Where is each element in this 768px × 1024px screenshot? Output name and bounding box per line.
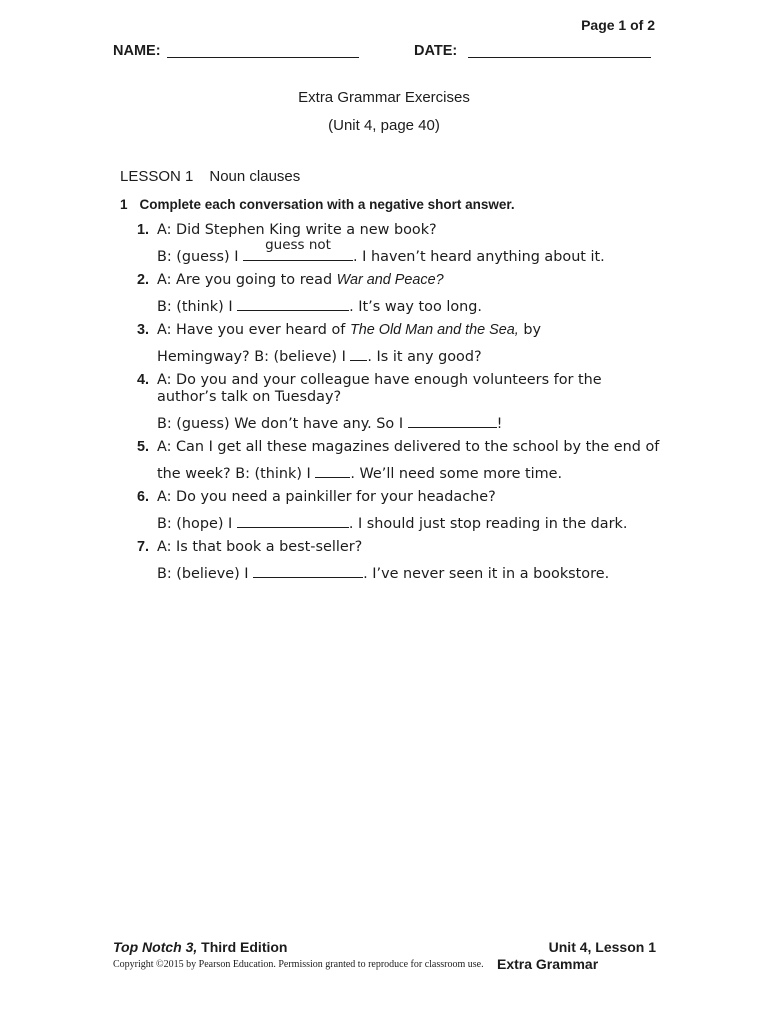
document-title: Extra Grammar Exercises [298, 89, 470, 106]
item-2-followup: . It’s way too long. [349, 299, 482, 315]
item-6-prompt: B: (hope) I [157, 516, 233, 532]
name-label: NAME: [113, 43, 161, 59]
item-number: 1. [137, 222, 150, 238]
item-number: 6. [137, 489, 150, 505]
item-7-prompt: B: (believe) I [157, 566, 249, 582]
item-number: 5. [137, 439, 150, 455]
item-3-question [157, 321, 541, 339]
item-4-prompt: B: (guess) We don’t have any. So I [157, 416, 404, 432]
item-4-answer-line [157, 413, 502, 433]
item-3-question-text: A: Have you ever heard of [157, 322, 350, 338]
item-7-blank[interactable] [253, 563, 363, 578]
item-1-prompt: B: (guess) I [157, 249, 239, 265]
exercise-number: 1 [120, 197, 128, 212]
date-label: DATE: [414, 43, 458, 59]
item-3-book-title: The Old Man and the Sea, [349, 322, 519, 338]
item-2-prompt: B: (think) I [157, 299, 233, 315]
item-3-prompt: Hemingway? B: (believe) I [157, 349, 346, 365]
item-7-answer-line [157, 563, 609, 583]
item-2-book-title: War and Peace? [336, 272, 444, 288]
item-number: 3. [137, 322, 150, 338]
item-4-question-line-1: A: Do you and your colleague have enough volunteers for the [157, 372, 602, 388]
item-2-question [157, 271, 444, 289]
lesson-label: LESSON 1 [120, 168, 194, 185]
item-1-blank[interactable] [243, 237, 353, 261]
item-1-question: A: Did Stephen King write a new book? [157, 222, 437, 238]
item-6-followup: . I should just stop reading in the dark. [348, 516, 628, 532]
item-7-followup: . I’ve never seen it in a bookstore. [363, 566, 610, 582]
footer-section: Extra Grammar [497, 956, 599, 972]
lesson-heading [120, 168, 300, 185]
item-3-followup: . Is it any good? [367, 349, 482, 365]
item-5-prompt: the week? B: (think) I [157, 466, 311, 482]
item-4-question-line-2: author’s talk on Tuesday? [157, 389, 342, 405]
item-5-blank[interactable] [315, 463, 350, 478]
document-subtitle: (Unit 4, page 40) [328, 117, 440, 134]
item-number: 2. [137, 272, 150, 288]
item-1-answer-line [157, 237, 605, 266]
item-2-answer-line [157, 296, 482, 316]
item-6-question: A: Do you need a painkiller for your headache? [157, 489, 496, 505]
name-field[interactable] [167, 45, 359, 58]
item-4-blank[interactable] [408, 413, 497, 428]
item-3-question-end: by [518, 322, 541, 338]
footer-book-title [113, 939, 287, 955]
item-7-question: A: Is that book a best-seller? [157, 539, 363, 555]
item-2-question-text: A: Are you going to read [157, 272, 337, 288]
exercise-instruction [120, 197, 515, 212]
item-2-blank[interactable] [237, 296, 349, 311]
item-6-answer-line [157, 513, 627, 533]
item-1-answer: guess not [265, 237, 331, 253]
item-1-followup: . I haven’t heard anything about it. [353, 249, 605, 265]
item-5-followup: . We’ll need some more time. [350, 466, 563, 482]
item-3-blank[interactable] [350, 346, 367, 361]
page-indicator: Page 1 of 2 [581, 17, 655, 33]
date-field[interactable] [468, 45, 651, 58]
item-number: 4. [137, 372, 150, 388]
item-5-question: A: Can I get all these magazines delivered to the school by the end of [157, 439, 660, 455]
lesson-topic: Noun clauses [209, 168, 301, 185]
book-title: Top Notch 3, [113, 939, 198, 955]
footer-copyright: Copyright ©2015 by Pearson Education. Permission granted to reproduce for classroom use. [113, 959, 484, 970]
item-6-blank[interactable] [237, 513, 349, 528]
instruction-text: Complete each conversation with a negative short answer. [139, 197, 515, 212]
item-3-answer-line [157, 346, 482, 366]
book-edition: Third Edition [197, 939, 288, 955]
item-4-followup: ! [496, 416, 503, 432]
item-number: 7. [137, 539, 150, 555]
item-5-answer-line [157, 463, 562, 483]
footer-unit-lesson: Unit 4, Lesson 1 [548, 939, 656, 955]
